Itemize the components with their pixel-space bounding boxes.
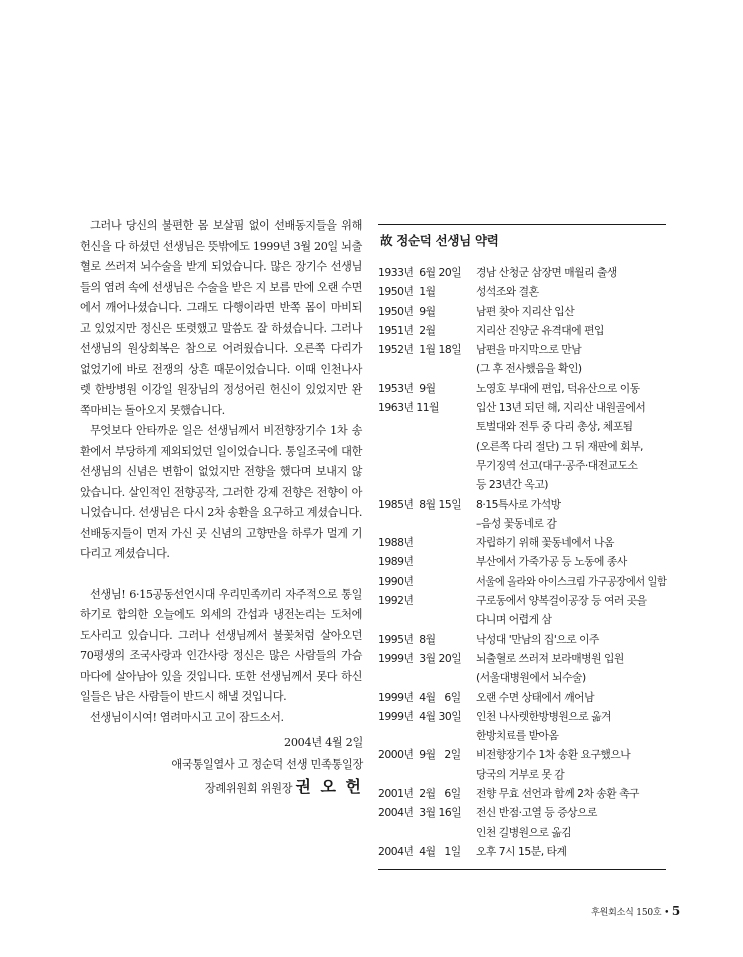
bio-event: 성석조와 결혼 [476, 285, 539, 299]
bio-row [378, 437, 666, 456]
bio-event: 인천 나사렛한방병원으로 옮겨 [476, 709, 611, 723]
bio-event: 오랜 수면 상태에서 깨어남 [476, 690, 595, 704]
bio-event: 무기징역 선고(대구·공주·대전교도소 [476, 458, 638, 472]
bio-date: 1999년 3월 20일 [378, 651, 462, 665]
bio-date [378, 456, 476, 475]
bio-date: 1992년 [378, 594, 414, 608]
bio-date [378, 514, 476, 533]
bio-row [378, 842, 666, 861]
bio-date [378, 359, 476, 378]
bio-row [378, 475, 666, 494]
bio-event: 낙성대 '만남의 집'으로 이주 [476, 632, 599, 646]
bio-event: 경남 산청군 삼장면 매월리 출생 [476, 266, 617, 279]
bio-bottom-rule [378, 869, 666, 870]
bio-event: 자립하기 위해 꽃동네에서 나옴 [476, 536, 614, 550]
bio-date: 2004년 3월 16일 [378, 806, 462, 820]
signature-block [103, 732, 363, 800]
bio-row [378, 668, 666, 687]
bio-event: 오후 7시 15분, 타계 [476, 844, 567, 858]
bio-date: 1951년 2월 [378, 323, 436, 337]
bio-event: (서울대병원에서 뇌수술) [476, 671, 586, 685]
bio-event: 8·15특사로 가석방 [476, 497, 561, 511]
bio-row [378, 514, 666, 533]
bio-event: 뇌출혈로 쓰러져 보라매병원 입원 [476, 651, 624, 665]
bio-date [378, 668, 476, 687]
signature-role: 장례위원회 위원장 [204, 782, 293, 795]
signature-name: 권 오 헌 [295, 777, 363, 796]
bio-row [378, 417, 666, 436]
bio-date [378, 437, 476, 456]
bio-row [378, 630, 666, 649]
letter-paragraph-2: 무엇보다 안타까운 일은 선생님께서 비전향장기수 1차 송환에서 부당하게 제외되었던 일이었습니다. 통일조국에 대한 선생님의 신념은 변함이 없었지만 전향을 했다며 보내지 않았습니다. 살인적인 전향공작, 그러한 강제 전향은 전향이 아니었습니다. 선생님은 다시 2차 송환을 요구하고 계셨습니다. 선배동지들이 먼저 가신 곳 신념의 고향만을 하루가 멀게 기다리고 계셨습니다. [80, 424, 362, 560]
bio-event: 부산에서 가죽가공 등 노동에 종사 [476, 555, 627, 569]
bio-date: 1933년 6월 20일 [378, 266, 462, 279]
letter-paragraph-3: 선생님! 6·15공동선언시대 우리민족끼리 자주적으로 통일하기로 합의한 오늘에도 외세의 간섭과 냉전논리는 도처에 도사리고 있습니다. 그러나 선생님께서 불꽃처럼 살아오던 70평생의 조국사랑과 인간사랑 정신은 많은 사람들의 가슴마다에 살아남아 있을 것입니다. 또한 선생님께서 못다 하신 일들은 남은 사람들이 반드시 해낼 것입니다. [80, 587, 362, 703]
bio-row [378, 495, 666, 514]
bio-event: 서울에 올라와 아이스크림 가구공장에서 일함 [476, 574, 667, 588]
bio-date: 1995년 8월 [378, 632, 436, 646]
bio-event: 등 23년간 옥고) [476, 478, 548, 492]
bio-event: (그 후 전사했음을 확인) [476, 362, 582, 376]
bio-event: 한방치료를 받아옴 [476, 729, 559, 743]
bio-row [378, 552, 666, 571]
bio-row [378, 823, 666, 842]
bio-date: 1985년 8월 15일 [378, 497, 462, 511]
bio-event: 비전향장기수 1차 송환 요구했으나 [476, 748, 631, 762]
letter-paragraph-4: 선생님이시여! 염려마시고 고이 잠드소서. [90, 710, 284, 724]
bio-date [378, 417, 476, 436]
signature-date: 2004년 4월 2일 [284, 736, 363, 749]
bio-event: 전향 무효 선언과 함께 2차 송환 촉구 [476, 787, 639, 801]
bio-row [378, 591, 666, 610]
footer-separator: • [664, 908, 672, 918]
bio-row [378, 765, 666, 784]
bio-date: 1988년 [378, 536, 414, 550]
bio-row [378, 572, 666, 591]
bio-row [378, 649, 666, 668]
bio-event: –음성 꽃동네로 감 [476, 516, 557, 530]
bio-event: 전신 반점·고열 등 증상으로 [476, 806, 597, 820]
footer-issue: 후원회소식 150호 [591, 908, 662, 918]
signature-org: 애국통일열사 고 정순덕 선생 민족통일장 [171, 758, 363, 771]
bio-timeline [378, 263, 666, 861]
bio-date: 1953년 9월 [378, 381, 436, 395]
bio-date: 1999년 4월 6일 [378, 690, 461, 704]
bio-date [378, 475, 476, 494]
bio-row [378, 533, 666, 552]
bio-date: 2004년 4월 1일 [378, 844, 461, 858]
bio-event: (오른쪽 다리 절단) 그 뒤 재판에 회부, [476, 439, 643, 453]
bio-row [378, 379, 666, 398]
bio-event: 입산 13년 되던 해, 지리산 내원골에서 [476, 401, 646, 415]
bio-row [378, 610, 666, 629]
bio-box [378, 224, 666, 870]
bio-date [378, 765, 476, 784]
bio-date: 1989년 [378, 555, 414, 569]
signature-line [103, 776, 363, 800]
bio-row [378, 263, 666, 282]
bio-date: 1950년 9월 [378, 304, 436, 318]
bio-row [378, 784, 666, 803]
bio-top-rule [378, 224, 666, 225]
bio-date [378, 726, 476, 745]
bio-row [378, 359, 666, 378]
bio-row [378, 282, 666, 301]
bio-event: 남편을 마지막으로 만남 [476, 343, 582, 357]
bio-date: 1990년 [378, 574, 414, 588]
bio-date [378, 610, 476, 629]
bio-row [378, 726, 666, 745]
bio-date: 2000년 9월 2일 [378, 748, 461, 762]
bio-row [378, 321, 666, 340]
bio-event: 구로동에서 양복걸이공장 등 여러 곳을 [476, 594, 647, 608]
letter-paragraph-1: 그러나 당신의 불편한 몸 보살핌 없이 선배동지들을 위해 헌신을 다 하셨던 선생님은 뜻밖에도 1999년 3월 20일 뇌출혈로 쓰러져 뇌수술을 받게 되었습니다. 많은 장기수 선생님들의 염려 속에 선생님은 수술을 받은 지 보름 만에 오랜 수면에서 깨어나셨습니다. 그래도 다행이라면 반쪽 몸이 마비되고 있었지만 정신은 또렷했고 말씀도 잘 하셨습니다. 그러나 선생님의 원상회복은 참으로 어려웠습니다. 오른쪽 다리가 없었기에 바로 전쟁의 상흔 때문이었습니다. 이때 인천나사렛 한방병원 이강일 원장님의 정성어린 헌신이 있었지만 완쪽마비는 돌아오지 못했습니다. [80, 219, 362, 417]
bio-event: 인천 길병원으로 옮김 [476, 825, 572, 839]
bio-event: 다니며 어렵게 삼 [476, 613, 552, 627]
bio-date [378, 823, 476, 842]
bio-date: 2001년 2월 6일 [378, 787, 461, 801]
bio-row [378, 302, 666, 321]
bio-event: 토벌대와 전투 중 다리 총상, 체포됨 [476, 420, 633, 434]
bio-row [378, 803, 666, 822]
bio-date: 1952년 1월 18일 [378, 343, 462, 357]
memorial-letter [80, 216, 362, 728]
bio-event: 남편 찾아 지리산 입산 [476, 304, 575, 318]
bio-event: 당국의 거부로 못 감 [476, 767, 565, 781]
page-footer [560, 904, 680, 918]
bio-row [378, 688, 666, 707]
bio-date: 1950년 1월 [378, 285, 436, 299]
bio-row [378, 398, 666, 417]
bio-event: 지리산 진양군 유격대에 편입 [476, 323, 604, 337]
bio-row [378, 707, 666, 726]
bio-title: 故 정순덕 선생님 약력 [380, 233, 499, 248]
bio-event: 노영호 부대에 편입, 덕유산으로 이동 [476, 381, 640, 395]
page-number: 5 [671, 904, 680, 918]
bio-row [378, 745, 666, 764]
bio-row [378, 340, 666, 359]
bio-date: 1963년 11월 [378, 401, 440, 415]
bio-date: 1999년 4월 30일 [378, 709, 462, 723]
bio-row [378, 456, 666, 475]
